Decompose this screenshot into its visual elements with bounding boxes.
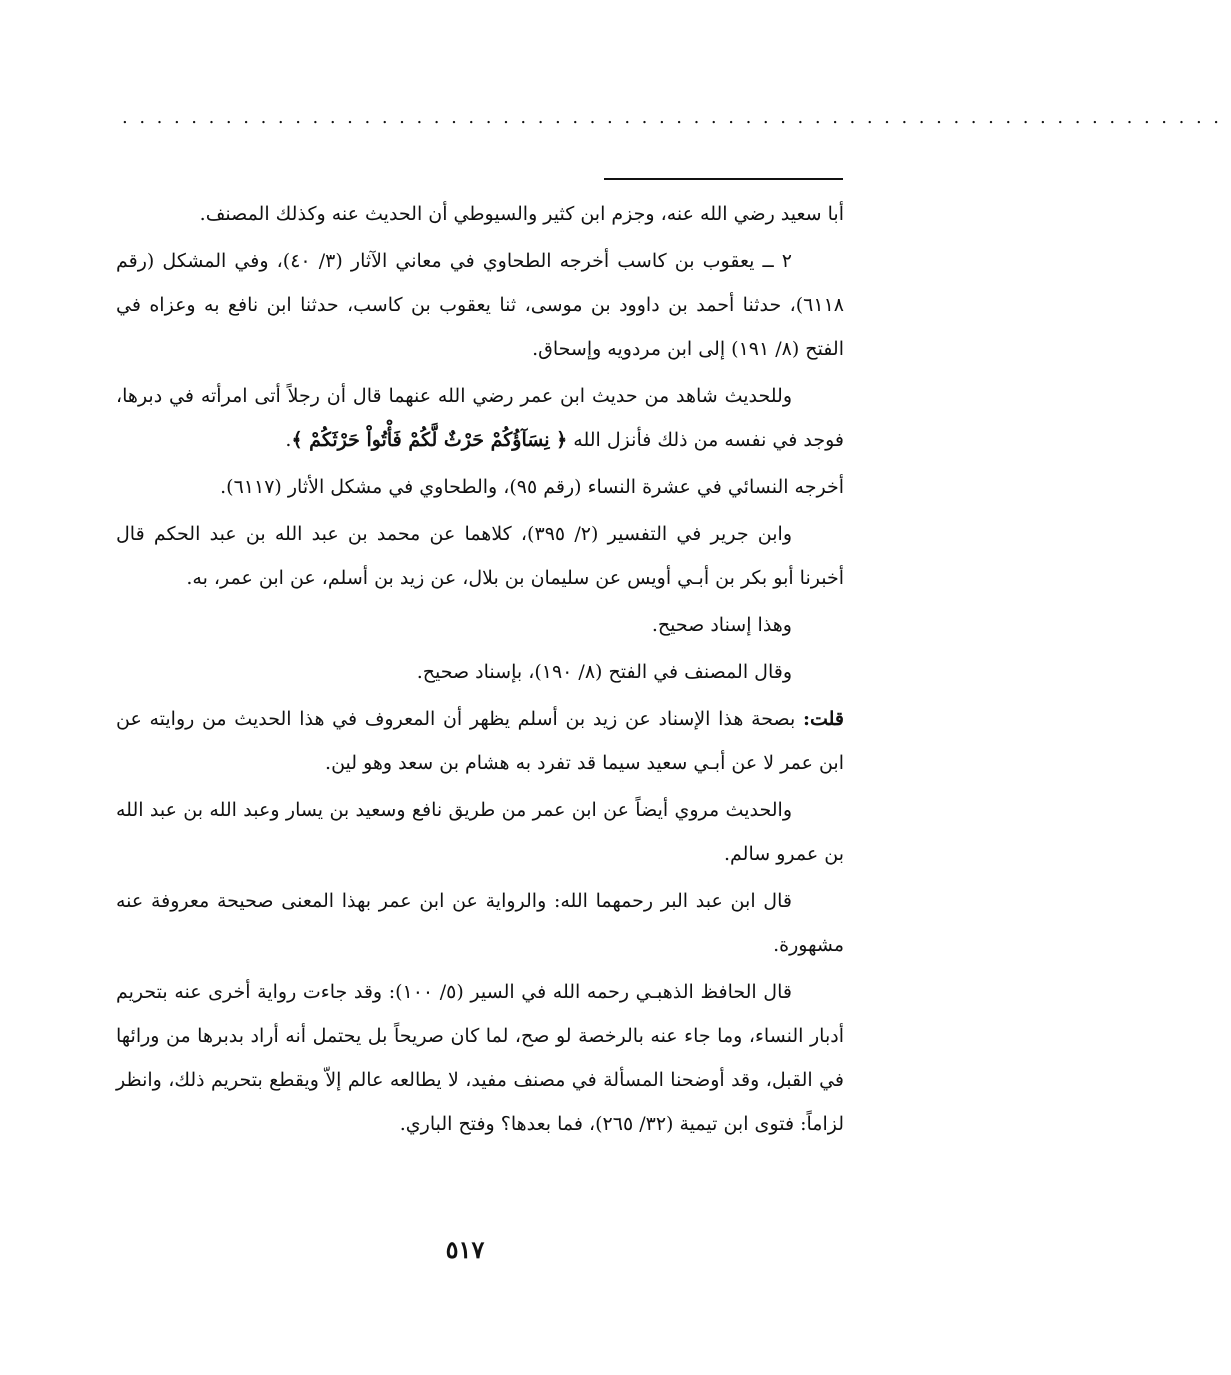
paragraph-6: وهذا إسناد صحيح. [651,614,792,636]
paragraph-8 [116,697,844,785]
quran-verse: ﴿ نِسَآؤُكُمْ حَرْثٌ لَّكُمْ فَأْتُواْ حَرْثَكُمْ ﴾ [291,429,568,451]
paragraph-10: قال ابن عبد البر رحمهما الله: والرواية عن ابن عمر بهذا المعنى صحيحة معروفة عنه مشهورة. [116,890,844,956]
paragraph-5: وابن جرير في التفسير (٢/ ٣٩٥)، كلاهما عن محمد بن عبد الله بن عبد الحكم قال أخبرنا أبو بكر بن أبـي أويس عن سليمان بن بلال، عن زيد بن أسلم، عن ابن عمر، به. [116,523,844,589]
note-label: قلت: [802,708,844,730]
paragraph-7: وقال المصنف في الفتح (٨/ ١٩٠)، بإسناد صحيح. [416,661,792,683]
paragraph-2: ٢ ــ يعقوب بن كاسب أخرجه الطحاوي في معاني الآثار (٣/ ٤٠)، وفي المشكل (رقم ٦١١٨)، حدثنا أحمد بن داوود بن موسى، ثنا يعقوب بن كاسب، حدثنا ابن نافع به وعزاه في الفتح (٨/ ١٩١) إلى ابن مردويه وإسحاق. [116,250,844,360]
paragraph-8-text: بصحة هذا الإسناد عن زيد بن أسلم يظهر أن المعروف في هذا الحديث من روايته عن ابن عمر لا عن أبـي سعيد سيما قد تفرد به هشام بن سعد وهو لين. [116,708,844,774]
paragraph-3-text: وللحديث شاهد من حديث ابن عمر رضي الله عنهما قال أن رجلاً أتى امرأته في دبرها، فوجد في نفسه من ذلك فأنزل الله [116,385,844,451]
footnote-body [116,192,844,1149]
paragraph-4: أخرجه النسائي في عشرة النساء (رقم ٩٥)، والطحاوي في مشكل الأثار (٦١١٧). [220,476,844,498]
paragraph-9: والحديث مروي أيضاً عن ابن عمر من طريق نافع وسعيد بن يسار وعبد الله بن عبد الله بن عمرو سالم. [116,799,844,865]
paragraph-11: قال الحافظ الذهبـي رحمه الله في السير (٥/ ١٠٠): وقد جاءت رواية أخرى عنه بتحريم أدبار النساء، وما جاء عنه بالرخصة لو صح، لما كان صريحاً بل يحتمل أنه أراد بدبرها من ورائها في القبل، وقد أوضحنا المسألة في مصنف مفيد، لا يطالعه عالم إلاّ ويقطع بتحريم ذلك، وانظر لزاماً: فتوى ابن تيمية (٣٢/ ٢٦٥)، فما بعدها؟ وفتح الباري. [116,981,844,1135]
page-number: ٥١٧ [445,1235,485,1264]
paragraph-3-end: . [285,429,292,451]
footnote-rule [604,178,843,180]
paragraph-1: أبا سعيد رضي الله عنه، وجزم ابن كثير والسيوطي أن الحديث عنه وكذلك المصنف. [199,203,844,225]
paragraph-3 [116,374,844,462]
dotted-separator: ................................................................ [122,107,1231,128]
